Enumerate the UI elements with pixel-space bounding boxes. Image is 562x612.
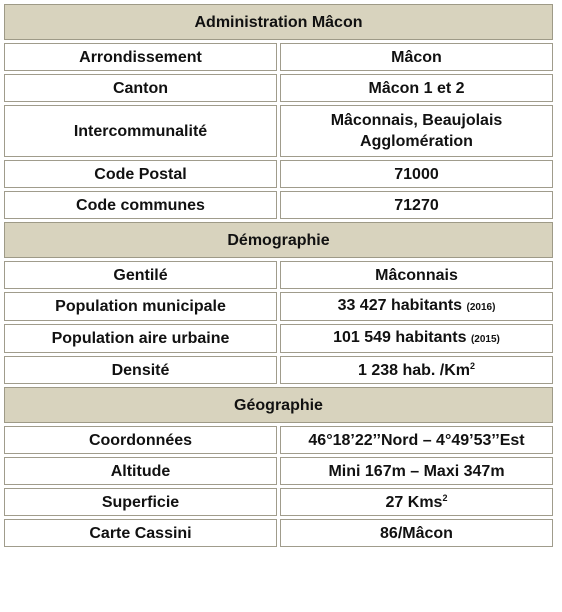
section-title-geographie: Géographie bbox=[4, 387, 553, 423]
section-header-row bbox=[4, 222, 553, 258]
row-label-population-municipale: Population municipale bbox=[4, 292, 277, 321]
section-header-row bbox=[4, 4, 553, 40]
section-title-demographie: Démographie bbox=[4, 222, 553, 258]
row-value-population-municipale bbox=[280, 292, 553, 321]
population-municipale-value: 33 427 habitants bbox=[337, 297, 463, 314]
section-title-administration: Administration Mâcon bbox=[4, 4, 553, 40]
section-header-row bbox=[4, 387, 553, 423]
row-label-coordonnees: Coordonnées bbox=[4, 426, 277, 454]
intercommunalite-line-2: Agglomération bbox=[360, 133, 473, 150]
population-aire-urbaine-value: 101 549 habitants bbox=[333, 329, 467, 346]
superficie-exponent: 2 bbox=[442, 492, 448, 503]
table-row bbox=[4, 191, 553, 219]
row-label-arrondissement: Arrondissement bbox=[4, 43, 277, 71]
table-row bbox=[4, 324, 553, 353]
row-value-carte-cassini: 86/Mâcon bbox=[280, 519, 553, 547]
row-label-altitude: Altitude bbox=[4, 457, 277, 485]
row-label-intercommunalite: Intercommunalité bbox=[4, 105, 277, 157]
row-label-population-aire-urbaine: Population aire urbaine bbox=[4, 324, 277, 353]
row-label-code-communes: Code communes bbox=[4, 191, 277, 219]
row-label-gentile: Gentilé bbox=[4, 261, 277, 289]
row-value-coordonnees: 46°18’22’’Nord – 4°49’53’’Est bbox=[280, 426, 553, 454]
row-label-densite: Densité bbox=[4, 356, 277, 384]
table-row bbox=[4, 488, 553, 516]
row-value-intercommunalite bbox=[280, 105, 553, 157]
densite-exponent: 2 bbox=[470, 360, 476, 371]
table-row bbox=[4, 519, 553, 547]
row-value-code-communes: 71270 bbox=[280, 191, 553, 219]
table-row bbox=[4, 74, 553, 102]
row-label-canton: Canton bbox=[4, 74, 277, 102]
table-row bbox=[4, 105, 553, 157]
row-label-code-postal: Code Postal bbox=[4, 160, 277, 188]
commune-infobox-table bbox=[1, 1, 556, 550]
superficie-value: 27 Kms bbox=[385, 493, 443, 511]
densite-value: 1 238 hab. /Km bbox=[357, 361, 471, 379]
population-municipale-year: (2016) bbox=[466, 302, 496, 313]
table-row bbox=[4, 160, 553, 188]
table-row bbox=[4, 292, 553, 321]
row-value-population-aire-urbaine bbox=[280, 324, 553, 353]
table-row bbox=[4, 43, 553, 71]
row-value-code-postal: 71000 bbox=[280, 160, 553, 188]
table-row bbox=[4, 356, 553, 384]
row-label-carte-cassini: Carte Cassini bbox=[4, 519, 277, 547]
row-value-canton: Mâcon 1 et 2 bbox=[280, 74, 553, 102]
population-aire-urbaine-year: (2015) bbox=[470, 334, 500, 345]
row-value-superficie bbox=[280, 488, 553, 516]
intercommunalite-line-1: Mâconnais, Beaujolais bbox=[330, 112, 503, 129]
row-value-densite bbox=[280, 356, 553, 384]
table-row bbox=[4, 426, 553, 454]
row-value-gentile: Mâconnais bbox=[280, 261, 553, 289]
row-value-altitude: Mini 167m – Maxi 347m bbox=[280, 457, 553, 485]
row-value-arrondissement: Mâcon bbox=[280, 43, 553, 71]
table-row bbox=[4, 261, 553, 289]
table-row bbox=[4, 457, 553, 485]
row-label-superficie: Superficie bbox=[4, 488, 277, 516]
